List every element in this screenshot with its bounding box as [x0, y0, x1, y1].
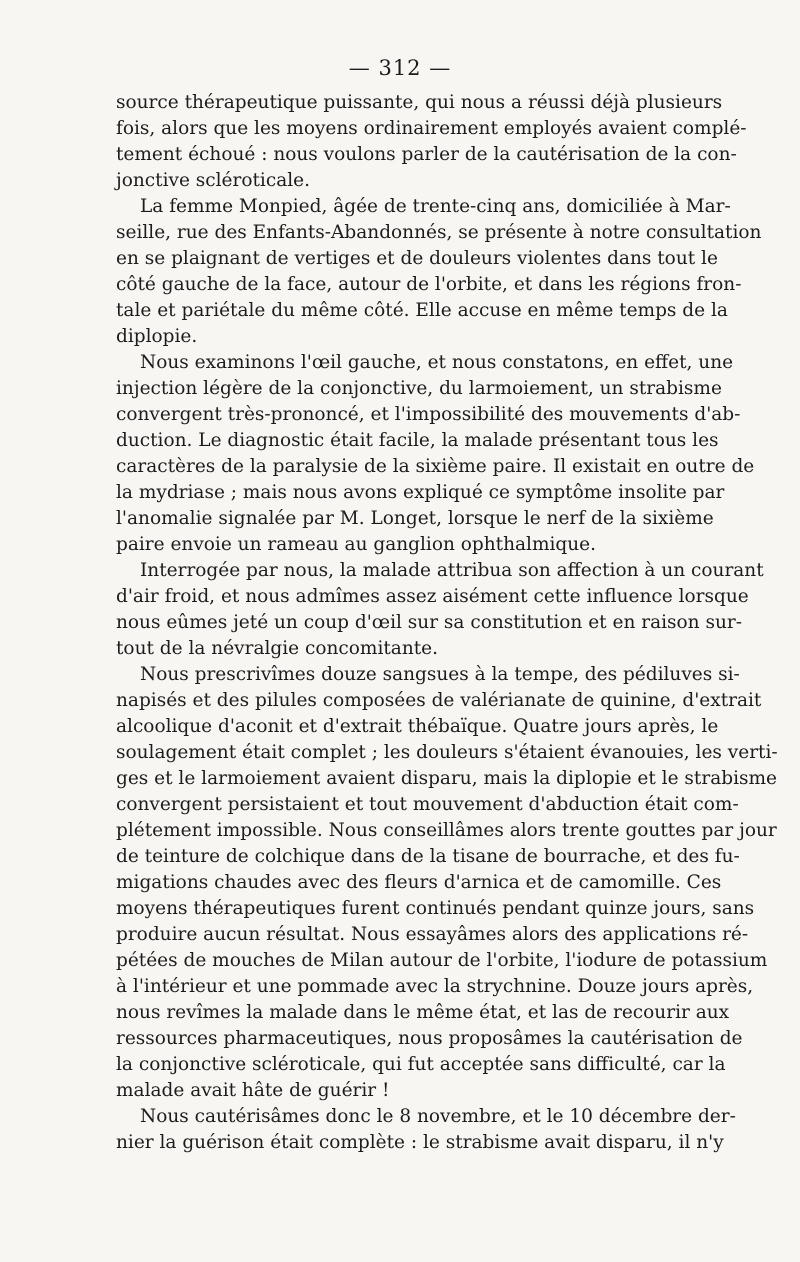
text-line: tement échoué : nous voulons parler de la cautérisation de la con- [116, 144, 737, 165]
text-line: alcoolique d'aconit et d'extrait thébaïque. Quatre jours après, le [116, 716, 719, 737]
text-line: nous revîmes la malade dans le même état, et las de recourir aux [116, 1002, 730, 1023]
text-line: La femme Monpied, âgée de trente-cinq ans, domiciliée à Mar- [140, 196, 731, 217]
paragraph [116, 1104, 736, 1156]
text-line: côté gauche de la face, autour de l'orbite, et dans les régions fron- [116, 274, 742, 295]
text-line: jonctive scléroticale. [116, 170, 310, 191]
text-line: Nous examinons l'œil gauche, et nous constatons, en effet, une [140, 352, 734, 373]
text-line: seille, rue des Enfants-Abandonnés, se présente à notre consultation [116, 222, 762, 243]
text-line: convergent très-prononcé, et l'impossibilité des mouvements d'ab- [116, 404, 741, 425]
paragraph [116, 662, 778, 1104]
text-line: source thérapeutique puissante, qui nous a réussi déjà plusieurs [116, 92, 723, 113]
page-number: — 312 — [348, 56, 452, 80]
text-line: soulagement était complet ; les douleurs s'étaient évanouies, les verti- [116, 742, 778, 763]
text-line: ressources pharmaceutiques, nous proposâmes la cautérisation de [116, 1028, 743, 1049]
text-line: d'air froid, et nous admîmes assez aisément cette influence lorsque [116, 586, 749, 607]
paragraph [116, 558, 764, 662]
text-line: plétement impossible. Nous conseillâmes alors trente gouttes par jour [116, 820, 777, 841]
text-line: moyens thérapeutiques furent continués pendant quinze jours, sans [116, 898, 755, 919]
paragraph [116, 350, 755, 558]
text-line: Nous cautérisâmes donc le 8 novembre, et le 10 décembre der- [140, 1106, 736, 1127]
text-line: napisés et des pilules composées de valérianate de quinine, d'extrait [116, 690, 762, 711]
text-line: produire aucun résultat. Nous essayâmes alors des applications ré- [116, 924, 749, 945]
text-line: paire envoie un rameau au ganglion ophthalmique. [116, 534, 597, 555]
text-line: Nous prescrivîmes douze sangsues à la tempe, des pédiluves si- [140, 664, 740, 685]
body-text [116, 90, 778, 1156]
text-line: Interrogée par nous, la malade attribua son affection à un courant [140, 560, 764, 581]
text-line: nous eûmes jeté un coup d'œil sur sa constitution et en raison sur- [116, 612, 742, 633]
text-line: diplopie. [116, 326, 198, 347]
text-line: l'anomalie signalée par M. Longet, lorsque le nerf de la sixième [116, 508, 714, 529]
text-line: nier la guérison était complète : le strabisme avait disparu, il n'y [116, 1132, 724, 1153]
paragraph [116, 194, 762, 350]
text-line: fois, alors que les moyens ordinairement employés avaient complé- [116, 118, 747, 139]
text-line: ges et le larmoiement avaient disparu, mais la diplopie et le strabisme [116, 768, 777, 789]
text-line: tout de la névralgie concomitante. [116, 638, 439, 659]
text-line: caractères de la paralysie de la sixième paire. Il existait en outre de [116, 456, 755, 477]
paragraph [116, 90, 747, 194]
text-line: la conjonctive scléroticale, qui fut acceptée sans difficulté, car la [116, 1054, 726, 1075]
text-line: pétées de mouches de Milan autour de l'orbite, l'iodure de potassium [116, 950, 768, 971]
text-line: de teinture de colchique dans de la tisane de bourrache, et des fu- [116, 846, 740, 867]
text-line: la mydriase ; mais nous avons expliqué ce symptôme insolite par [116, 482, 725, 503]
text-line: convergent persistaient et tout mouvement d'abduction était com- [116, 794, 739, 815]
text-line: à l'intérieur et une pommade avec la strychnine. Douze jours après, [116, 976, 754, 997]
text-line: duction. Le diagnostic était facile, la malade présentant tous les [116, 430, 719, 451]
text-line: tale et pariétale du même côté. Elle accuse en même temps de la [116, 300, 728, 321]
text-line: injection légère de la conjonctive, du larmoiement, un strabisme [116, 378, 722, 399]
text-line: en se plaignant de vertiges et de douleurs violentes dans tout le [116, 248, 718, 269]
text-line: migations chaudes avec des fleurs d'arnica et de camomille. Ces [116, 872, 722, 893]
text-line: malade avait hâte de guérir ! [116, 1080, 390, 1101]
